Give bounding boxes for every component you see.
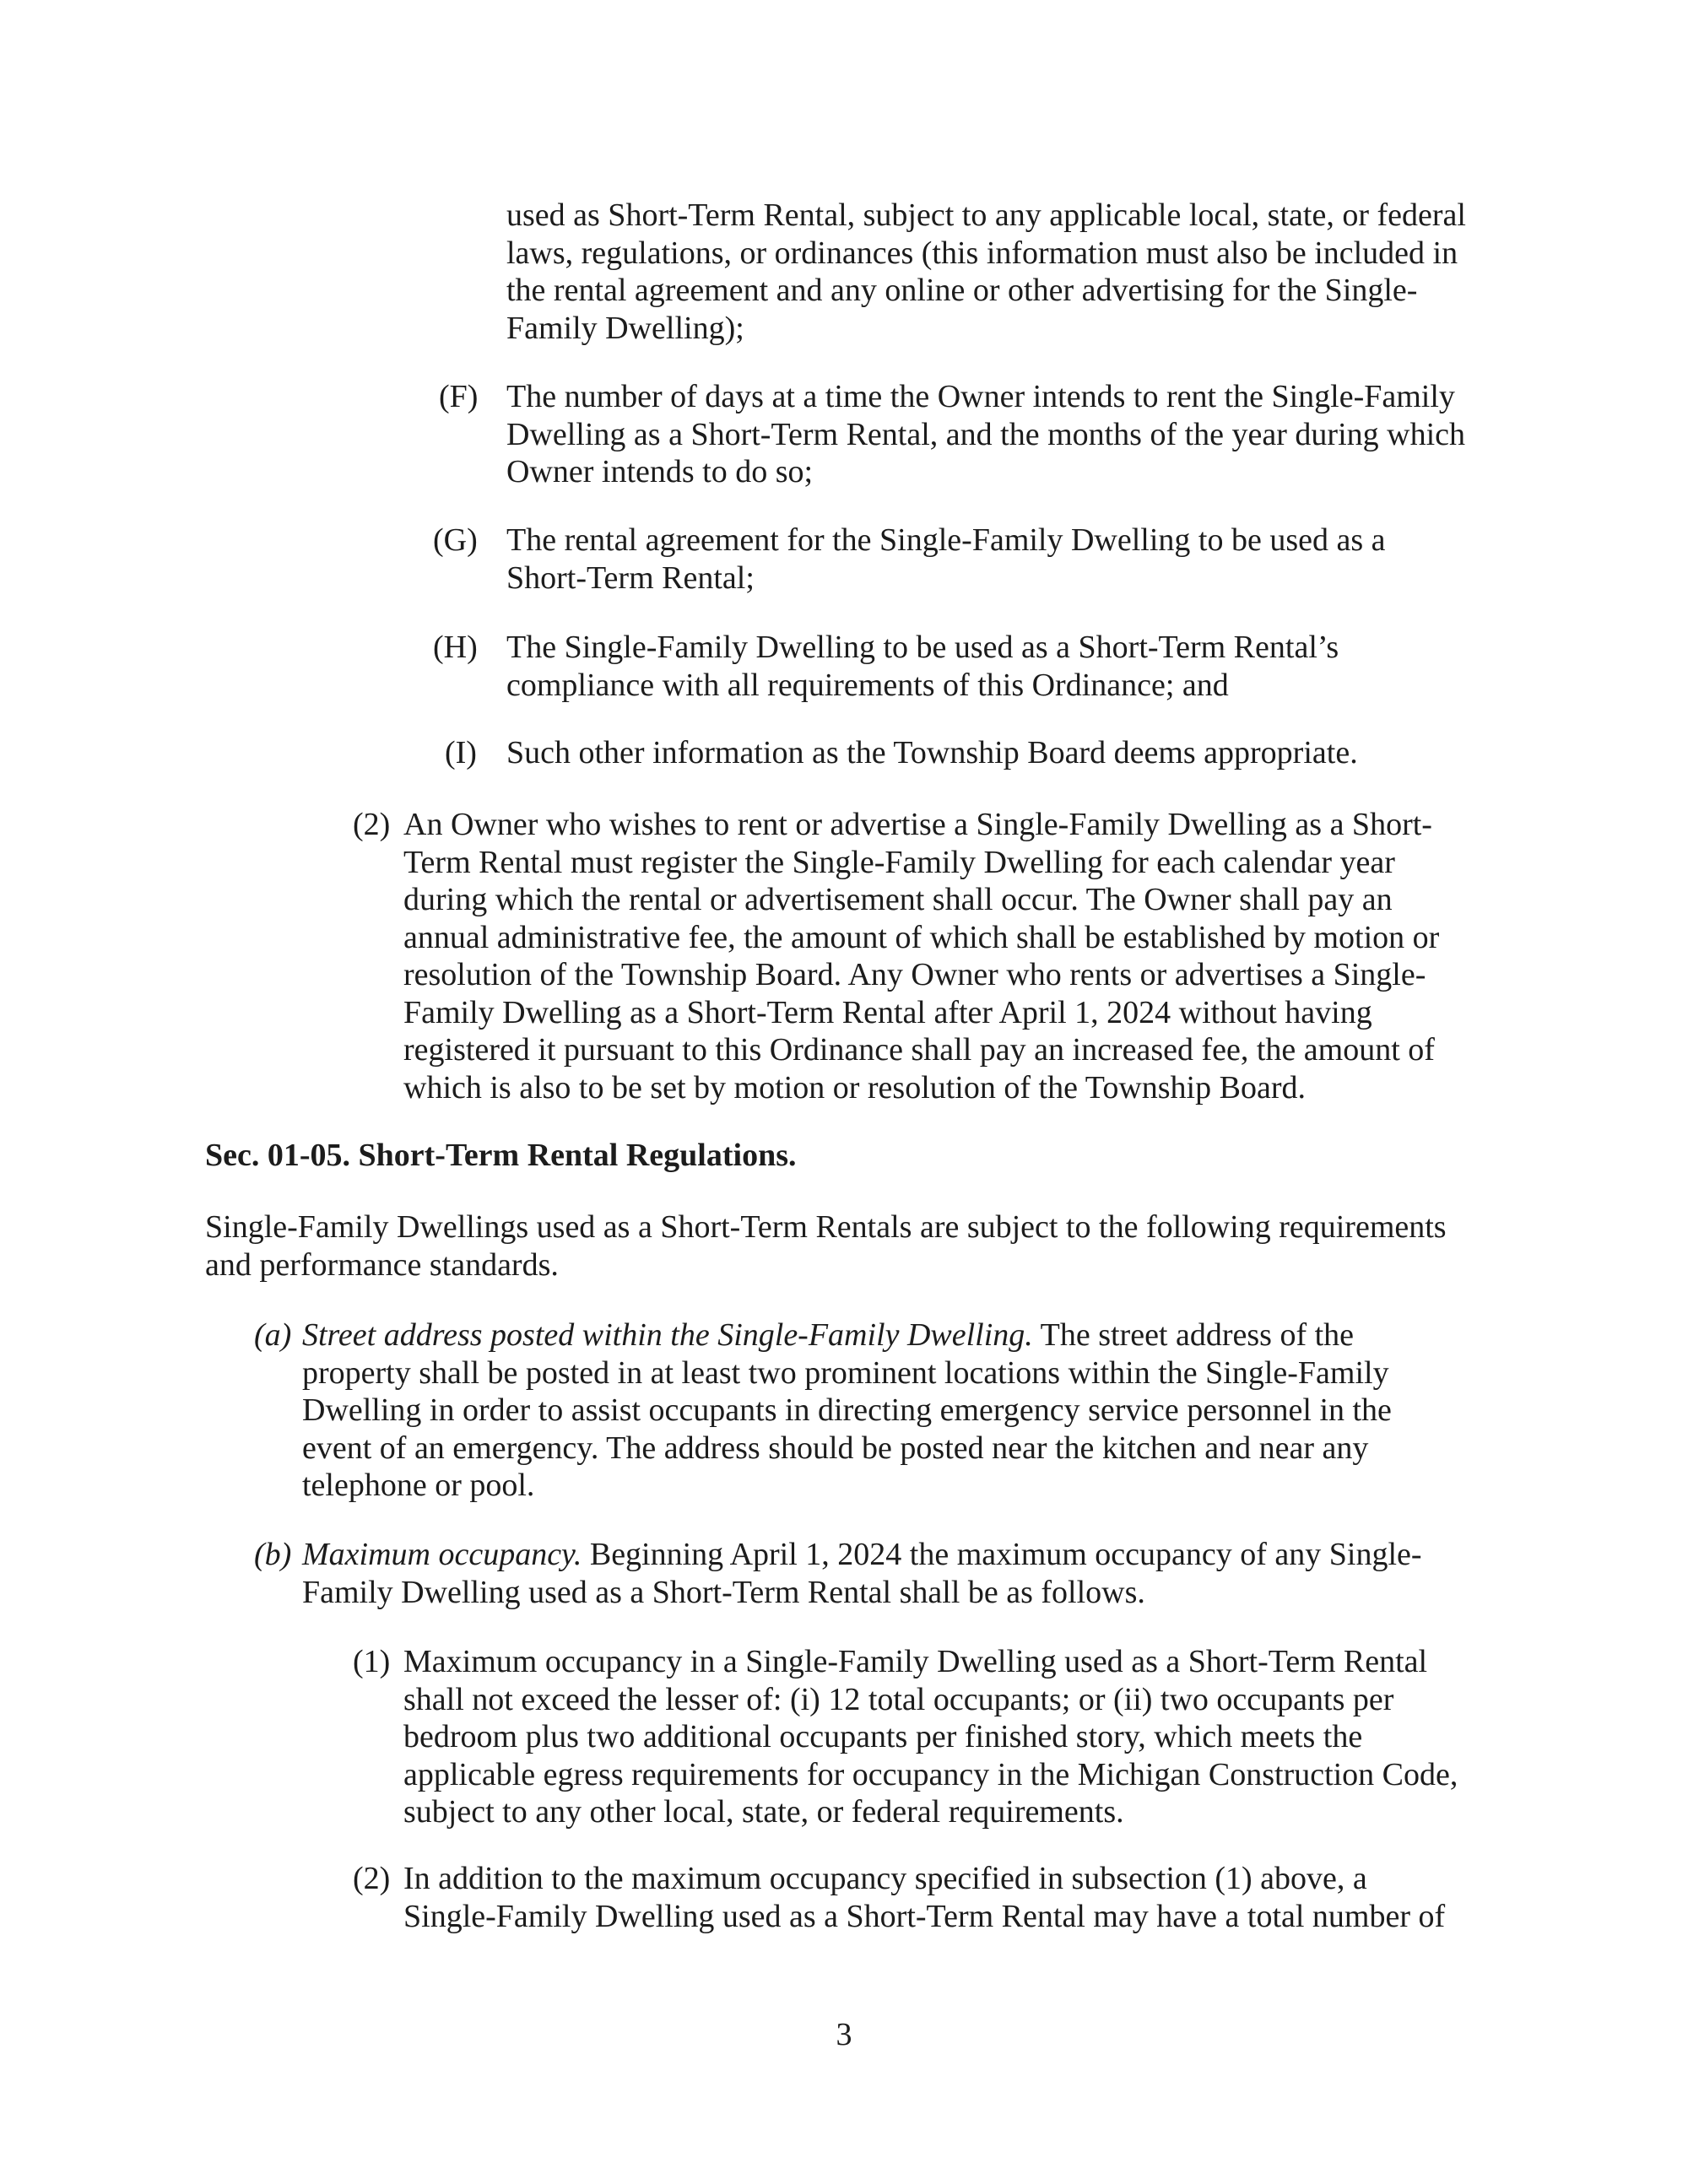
item-b2-paragraph (403, 1860, 1445, 1935)
subsection-label-b: (b) (254, 1537, 292, 1572)
item-label-g: (G) (433, 522, 478, 558)
text-line: property shall be posted in at least two prominent locations within the Single-Family (302, 1354, 1389, 1391)
text-line: Owner intends to do so; (506, 454, 814, 489)
subsection-a-first-line: The street address of the (1032, 1317, 1355, 1353)
subsection-a-title: Street address posted within the Single-Family Dwelling. (302, 1317, 1033, 1353)
text-line: Dwelling in order to assist occupants in directing emergency service personnel in the (302, 1392, 1392, 1428)
text-line: Maximum occupancy in a Single-Family Dwelling used as a Short-Term Rental (403, 1644, 1428, 1679)
item-label-2: (2) (353, 807, 391, 842)
text-line: Family Dwelling used as a Short-Term Rental shall be as follows. (302, 1574, 1145, 1610)
text-line: used as Short-Term Rental, subject to any applicable local, state, or federal (506, 197, 1466, 233)
text-line: The number of days at a time the Owner intends to rent the Single-Family (506, 379, 1455, 414)
item-b1-paragraph (403, 1643, 1458, 1831)
text-line: shall not exceed the lesser of: (i) 12 total occupants; or (ii) two occupants per (403, 1681, 1394, 1717)
item-label-i: (I) (445, 735, 477, 770)
subsection-a-paragraph (302, 1316, 1392, 1505)
text-line: Single-Family Dwelling used as a Short-Term Rental may have a total number of (403, 1898, 1446, 1934)
text-line: during which the rental or advertisement shall occur. The Owner shall pay an (403, 882, 1393, 917)
text-line: subject to any other local, state, or federal requirements. (403, 1794, 1124, 1830)
text-line: Family Dwelling as a Short-Term Rental after April 1, 2024 without having (403, 994, 1372, 1030)
continuation-paragraph (506, 197, 1466, 347)
item-label-h: (H) (433, 630, 478, 665)
item-label-f: (F) (439, 379, 479, 414)
text-line: An Owner who wishes to rent or advertise a Single-Family Dwelling as a Short- (403, 807, 1432, 842)
text-line: The rental agreement for the Single-Family Dwelling to be used as a (506, 522, 1386, 558)
text-line: event of an emergency. The address should be posted near the kitchen and near any (302, 1430, 1369, 1466)
subsection-label-a: (a) (254, 1317, 292, 1353)
item-label-b2: (2) (353, 1861, 391, 1896)
text-line: applicable egress requirements for occupancy in the Michigan Construction Code, (403, 1756, 1458, 1792)
item-g-paragraph (506, 522, 1386, 597)
text-line: resolution of the Township Board. Any Owner who rents or advertises a Single- (403, 957, 1426, 992)
text-line: and performance standards. (205, 1246, 559, 1283)
text-line: The Single-Family Dwelling to be used as a Short-Term Rental’s (506, 630, 1339, 665)
text-line: which is also to be set by motion or resolution of the Township Board. (403, 1069, 1306, 1106)
section-intro-paragraph (205, 1208, 1447, 1284)
item-h-paragraph (506, 629, 1339, 704)
text-line: Term Rental must register the Single-Family Dwelling for each calendar year (403, 844, 1395, 880)
item-i-paragraph (506, 734, 1358, 772)
text-line: Such other information as the Township Board deems appropriate. (506, 735, 1358, 770)
text-line (302, 1316, 1392, 1354)
subsection-b-first-line: Beginning April 1, 2024 the maximum occupancy of any Single- (582, 1537, 1422, 1572)
text-line: In addition to the maximum occupancy specified in subsection (1) above, a (403, 1861, 1367, 1896)
text-line: the rental agreement and any online or other advertising for the Single- (506, 273, 1418, 308)
item-label-b1: (1) (353, 1644, 391, 1679)
text-line: registered it pursuant to this Ordinance shall pay an increased fee, the amount of (403, 1032, 1435, 1068)
page-number: 3 (836, 2017, 852, 2052)
text-line: telephone or pool. (302, 1468, 535, 1503)
section-heading: Sec. 01-05. Short-Term Rental Regulations. (205, 1138, 797, 1173)
text-line: Single-Family Dwellings used as a Short-Term Rentals are subject to the following requirements (205, 1209, 1447, 1245)
text-line: Family Dwelling); (506, 310, 744, 346)
subsection-b-title: Maximum occupancy. (302, 1537, 582, 1572)
item-2-paragraph (403, 806, 1439, 1106)
text-line: Dwelling as a Short-Term Rental, and the months of the year during which (506, 416, 1466, 452)
text-line: laws, regulations, or ordinances (this information must also be included in (506, 235, 1458, 271)
text-line: bedroom plus two additional occupants per finished story, which meets the (403, 1719, 1363, 1754)
text-line: Short-Term Rental; (506, 560, 755, 596)
text-line: annual administrative fee, the amount of which shall be established by motion or (403, 919, 1440, 955)
item-f-paragraph (506, 378, 1465, 491)
text-line (302, 1536, 1422, 1574)
text-line: compliance with all requirements of this Ordinance; and (506, 667, 1229, 703)
subsection-b-paragraph (302, 1536, 1422, 1611)
